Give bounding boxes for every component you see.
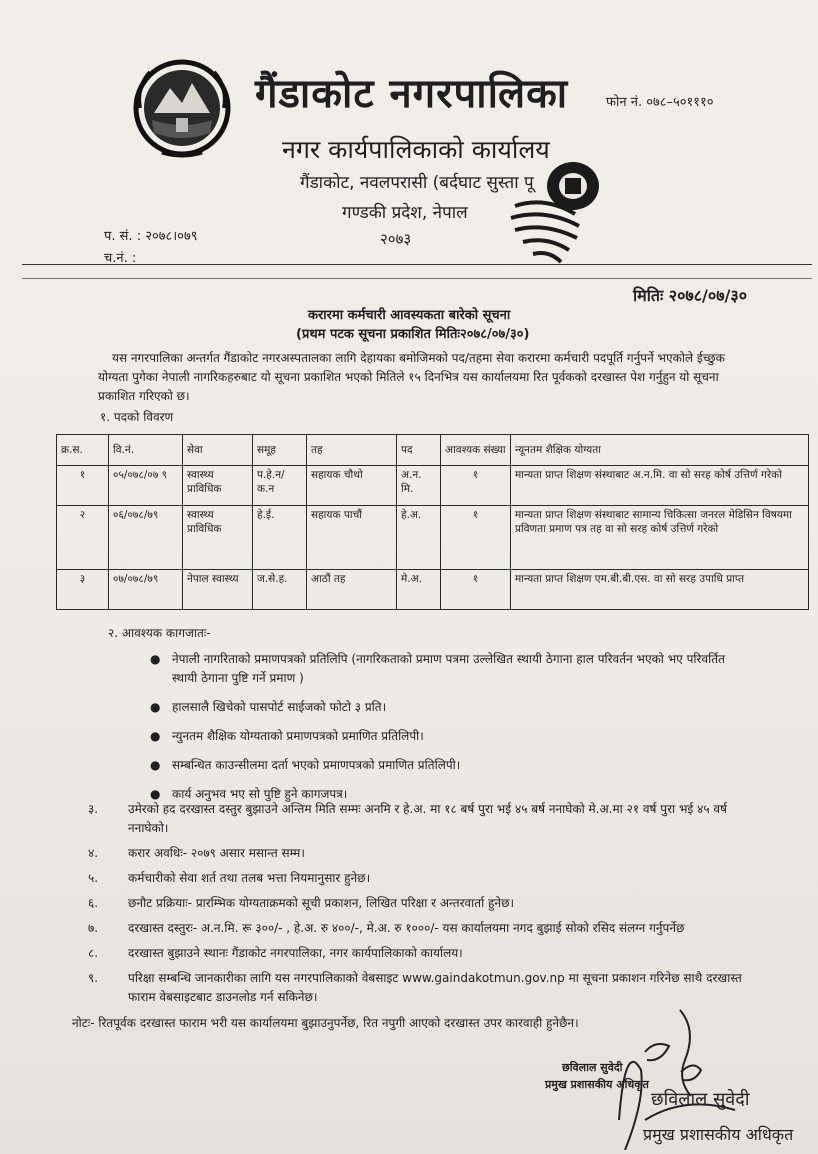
table-cell: १ bbox=[57, 466, 109, 506]
notice-title: करारमा कर्मचारी आवस्यकता बारेको सूचना bbox=[308, 308, 511, 323]
table-cell: सहायक चौथो bbox=[307, 466, 397, 506]
table-row bbox=[57, 570, 809, 610]
table-cell: १ bbox=[441, 570, 511, 610]
table-cell: सहायक पाचौं bbox=[307, 506, 397, 570]
list-item: ● नेपाली नागरिताको प्रमाणपत्रको प्रतिलिपि (नागरिकताको प्रमाण पत्रमा उल्लेखित स्थायी ठेगाना हाल परिवर्तन भएको भए परिवर्तित स्थायी ठेगाना पुष्टि गर्ने प्रमाण ) bbox=[150, 652, 725, 685]
list-item: ६. छनौट प्रक्रियाः- प्रारम्भिक योग्यताक्रमको सूची प्रकाशन, लिखित परिक्षा र अन्तरवार्ता हुनेछ। bbox=[88, 896, 515, 910]
notice-subtitle: (प्रथम पटक सूचना प्रकाशित मितिः२०७८/०७/३०) bbox=[296, 327, 530, 342]
table-cell: हे.अ. bbox=[397, 506, 441, 570]
signatory-title: प्रमुख प्रशासकीय अधिकृत bbox=[545, 1078, 649, 1091]
conditions-list bbox=[88, 800, 758, 1013]
address-line-2: गण्डकी प्रदेश, नेपाल bbox=[342, 203, 468, 223]
table-header-cell: क्र.स. bbox=[57, 435, 109, 466]
table-cell: नेपाल स्वास्थ्य bbox=[183, 570, 253, 610]
office-stamp-icon bbox=[505, 156, 607, 268]
address-line-1: गैंडाकोट, नवलपरासी (बर्दघाट सुस्ता पू bbox=[300, 173, 534, 193]
table-cell: ०७/०७८/७९ bbox=[109, 570, 183, 610]
reference-number: प. सं. : २०७८।०७९ bbox=[104, 229, 198, 244]
table-cell: आठौं तह bbox=[307, 570, 397, 610]
section-1-label: १. पदको विवरण bbox=[100, 410, 174, 424]
table-cell: ३ bbox=[57, 570, 109, 610]
list-item: ● न्युनतम शैक्षिक योग्यताको प्रमाणपत्रको प्रमाणित प्रतिलिपी। bbox=[150, 727, 740, 746]
list-item: ९. परिक्षा सम्बन्धि जानकारीका लागि यस नगरपालिकाको वेबसाइट www.gaindakotmun.gov.np मा सूचना प्रकाशन गरिनेछ साथै दरखास्त फाराम वेबसाइटबाट डाउनलोड गर्न सकिनेछ। bbox=[88, 971, 742, 1004]
dispatch-number: च.नं. : bbox=[104, 251, 137, 266]
established-year: २०७३ bbox=[380, 230, 412, 248]
table-header-row bbox=[57, 435, 809, 466]
table-header-cell: वि.नं. bbox=[109, 435, 183, 466]
table-cell: मान्यता प्राप्त शिक्षण एम.बी.बी.एस. वा सो सरह उपाधि प्राप्त bbox=[511, 570, 809, 610]
table-header-cell: पद bbox=[397, 435, 441, 466]
list-item: ७. दरखास्त दस्तुरः- अ.न.मि. रू ३००/- , हे.अ. रु ४००/-, मे.अ. रु १०००/- यस कार्यालयमा नगद बुझाई सोको रसिद संलग्न गर्नुपर्नेछ bbox=[88, 921, 685, 935]
office-name: नगर कार्यपालिकाको कार्यालय bbox=[282, 135, 550, 164]
list-item: ३. उमेरको हद दरखास्त दस्तुर बुझाउने अन्तिम मिति सम्मः अनमि र हे.अ. मा १८ बर्ष पुरा भई ४५ बर्ष ननाघेको मे.अ.मा २१ वर्ष पुरा भई ४५ वर्ष ननाघेको। bbox=[88, 802, 727, 835]
table-cell: स्वास्थ्य प्राविधिक bbox=[183, 466, 253, 506]
handwritten-name: छविलाल सुवेदी bbox=[651, 1089, 750, 1110]
table-header-cell: सेवा bbox=[183, 435, 253, 466]
required-documents-list bbox=[150, 650, 740, 814]
table-cell: १ bbox=[441, 506, 511, 570]
table-cell: अ.न. मि. bbox=[397, 466, 441, 506]
table-header-cell: तह bbox=[307, 435, 397, 466]
table-cell: मे.अ. bbox=[397, 570, 441, 610]
table-header-cell: समूह bbox=[253, 435, 307, 466]
signatory-name: छविलाल सुवेदी bbox=[562, 1061, 623, 1074]
table-cell: ०५/०७८/०७ ९ bbox=[109, 466, 183, 506]
table-cell: मान्यता प्राप्त शिक्षण संस्थाबाट सामान्य चिकित्सा जनरल मेडिसिन विषयमा प्रविणता प्रमाण पत्र तह वा सो सरह कोर्ष उत्तिर्ण गरेको bbox=[511, 506, 809, 570]
municipality-title: गैंडाकोट नगरपालिका bbox=[255, 71, 569, 117]
header-divider-thin bbox=[22, 278, 812, 279]
table-cell: २ bbox=[57, 506, 109, 570]
bullet-icon: ● bbox=[150, 758, 161, 772]
notice-paragraph-text: यस नगरपालिका अन्तर्गत गैंडाकोट नगरअस्पतालका लागि देहायका बमोजिमको पद/तहमा सेवा करारमा कर्मचारी पदपूर्ति गर्नुपर्ने भएकोले ईच्छुक योग्यता पुगेका नेपाली नागरिकहरुबाट यो सूचना प्रकाशित भएको मितिले १५ दिनभित्र यस कार्यालयमा रित पूर्वकको दरखास्त पेश गर्नुहुन यो सूचना प्रकाशित गरिएको छ। bbox=[98, 351, 725, 403]
table-cell: ज.से.ह. bbox=[253, 570, 307, 610]
bullet-icon: ● bbox=[150, 787, 161, 801]
list-item: ● हालसालै खिचेको पासपोर्ट साईजको फोटो ३ प्रति। bbox=[150, 698, 740, 717]
table-cell: स्वास्थ्य प्राविधिक bbox=[183, 506, 253, 570]
list-item: ● सम्बन्धित काउन्सीलमा दर्ता भएको प्रमाणपत्रको प्रमाणित प्रतिलिपी। bbox=[150, 756, 740, 775]
footer-note: नोटः- रितपूर्वक दरखास्त फाराम भरी यस कार्यालयमा बुझाउनुपर्नेछ, रित नपुगी आएको दरखास्त उपर कारवाही हुनेछैन। bbox=[72, 1016, 579, 1030]
bullet-icon: ● bbox=[150, 729, 161, 743]
bullet-icon: ● bbox=[150, 700, 161, 714]
notice-date: मितिः २०७८/०७/३० bbox=[633, 286, 748, 305]
handwritten-title: प्रमुख प्रशासकीय अधिकृत bbox=[643, 1125, 794, 1144]
nepal-emblem-logo bbox=[132, 58, 232, 158]
posts-table bbox=[56, 434, 809, 610]
notice-paragraph bbox=[98, 349, 738, 406]
table-cell: मान्यता प्राप्त शिक्षण संस्थाबाट अ.न.मि. वा सो सरह कोर्ष उत्तिर्ण गरेको bbox=[511, 466, 809, 506]
table-header-cell: न्यूनतम शैक्षिक योग्यता bbox=[511, 435, 809, 466]
section-2-label: २. आवश्यक कागजातः- bbox=[108, 626, 211, 640]
list-item: ● कार्य अनुभव भए सो पुष्टि हुने कागजपत्र। bbox=[150, 785, 740, 804]
list-item: ८. दरखास्त बुझाउने स्थानः गैंडाकोट नगरपालिका, नगर कार्यपालिकाको कार्यालय। bbox=[88, 946, 463, 960]
list-item: ४. करार अवधिः- २०७९ असार मसान्त सम्म। bbox=[88, 846, 305, 860]
list-item: ५. कर्मचारीको सेवा शर्त तथा तलब भत्ता नियमानुसार हुनेछ। bbox=[88, 871, 371, 885]
bullet-icon: ● bbox=[150, 652, 161, 666]
table-cell: १ bbox=[441, 466, 511, 506]
table-header-cell: आवश्यक संख्या bbox=[441, 435, 511, 466]
table-row bbox=[57, 506, 809, 570]
table-cell: ०६/०७८/७९ bbox=[109, 506, 183, 570]
phone-number: फोन नं. ०७८–५०१११० bbox=[606, 95, 714, 110]
table-cell: प.हे.न/ क.न bbox=[253, 466, 307, 506]
handwritten-signature bbox=[585, 1000, 815, 1150]
table-cell: हे.ई. bbox=[253, 506, 307, 570]
table-row bbox=[57, 466, 809, 506]
header-divider bbox=[22, 264, 812, 265]
